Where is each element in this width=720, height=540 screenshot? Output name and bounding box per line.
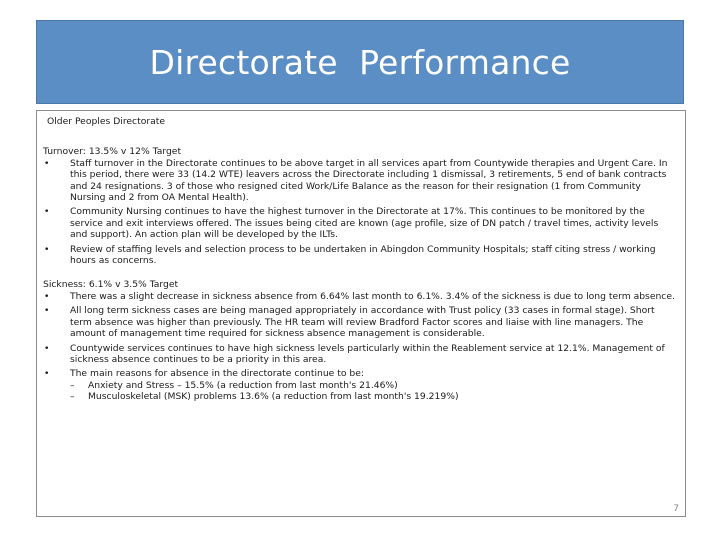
section-spacer: [43, 269, 677, 279]
directorate-label: Older Peoples Directorate: [47, 116, 165, 127]
sickness-bullet: • Countywide services continues to have high sickness levels particularly within the Reablement service at 12.1%. Management of sickness absence continues to be a priority in this area.: [43, 343, 677, 366]
turnover-heading: Turnover: 13.5% v 12% Target: [43, 146, 182, 158]
absence-reason-item: – Anxiety and Stress – 15.5% (a reduction from last month's 21.46%): [70, 380, 677, 391]
slide-title: Directorate Performance: [149, 42, 571, 82]
turnover-bullet: • Review of staffing levels and selection process to be undertaken in Abingdon Community Hospitals; staff citing stress / working hours as concerns.: [43, 244, 677, 267]
turnover-list: [43, 158, 677, 267]
sickness-bullet-reasons: [43, 368, 677, 402]
title-banner: [36, 20, 684, 104]
absence-reasons-list: [70, 380, 677, 403]
page-number: 7: [673, 503, 679, 514]
absence-reason-item: – Musculoskeletal (MSK) problems 13.6% (a reduction from last month's 19.219%): [70, 391, 677, 402]
turnover-bullet: • Staff turnover in the Directorate continues to be above target in all services apart from Countywide therapies and Urgent Care. In this period, there were 33 (14.2 WTE) leavers across the Directorate including 1 dismissal, 3 retirements, 5 end of bank contracts and 24 resignations. 3 of those who resigned cited Work/Life Balance as the reason for their resignation (1 from Community Nursing and 2 from OA Mental Health).: [43, 158, 677, 204]
turnover-bullet: • Community Nursing continues to have the highest turnover in the Directorate at 17%. This continues to be monitored by the service and exit interviews offered. The issues being cited are known (age profile, size of DN patch / travel times, activity levels and support). An action plan will be developed by the ILTs.: [43, 206, 677, 240]
sickness-bullet: • All long term sickness cases are being managed appropriately in accordance with Trust policy (33 cases in formal stage). Short term absence was higher than previously. The HR team will review Bradford Factor scores and liaise with line managers. The amount of management time required for sickness absence management is considerable.: [43, 305, 677, 339]
sickness-reasons-intro: The main reasons for absence in the directorate continue to be:: [70, 368, 364, 380]
content-panel: [36, 110, 686, 517]
sickness-bullet: • There was a slight decrease in sickness absence from 6.64% last month to 6.1%. 3.4% of the sickness is due to long term absence.: [43, 291, 677, 302]
sickness-list: [43, 291, 677, 403]
sickness-heading: Sickness: 6.1% v 3.5% Target: [43, 279, 179, 291]
